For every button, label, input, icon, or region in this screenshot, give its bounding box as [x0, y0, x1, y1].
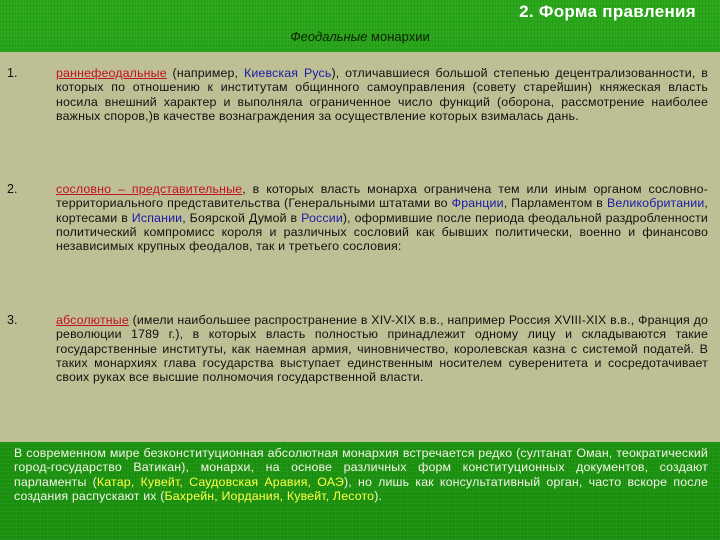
item-text [56, 313, 708, 384]
text-run: , кортесами в [56, 196, 709, 225]
subtitle-part-2: монархии [367, 29, 430, 44]
highlight-run: России [301, 210, 343, 225]
text-run: , в которых власть монарха ограничена тем или иным органом сословно-территориального представительства (Генеральными штатами во [56, 182, 708, 211]
item-text [56, 182, 708, 253]
text-run: ), отличавшиеся большой степенью децентрализованности, в которых по отношению к институтам общинного самоуправления (совету старейшин) княжеская власть носила внешний характер и выполняла ограниченное число функций (оборона, рассмотрение наиболее важных споров,)в качестве вознаграждения за осуществление которых взималась дань. [56, 66, 709, 123]
text-run: ), но лишь как консультативный орган, часто вскоре после создания распускают их ( [14, 474, 709, 503]
text-run: В современном мире безконституционная абсолютная монархия встречается редко (султанат Оман, теократический город-государство Ватикан), монархи, на основе различных форм конституционных документов, создают парламенты ( [14, 446, 708, 489]
item-number: 2. [7, 182, 18, 196]
slide-subtitle [0, 29, 720, 44]
item-number: 1. [7, 66, 18, 80]
text-run: , Боярской Думой в [182, 210, 302, 225]
text-run: ), оформившие после периода феодальной раздробленности политический компромисс короля и различных сословий как бывших политически, военно и финансово независимых крупных феодалов, так и третьего сословия: [56, 210, 708, 254]
highlight-run: Киевская Русь [243, 66, 332, 80]
item-term: абсолютные [56, 313, 129, 327]
highlight-run: Великобритании [606, 196, 705, 211]
highlight-run: Франции [451, 196, 504, 211]
slide-title: 2. Форма правления [519, 2, 696, 21]
footer-paragraph [14, 446, 708, 503]
content-box [0, 52, 720, 442]
text-run: , Парламентом в [503, 196, 607, 211]
text-run: (имели наибольшее распространение в XIV-XIX в.в., например Россия XVIII-XIX в.в., Франция до революции 1789 г.), в которых власть полностью принадлежит одному лицу и складываются такие государственные институты, как наемная армия, чиновничество, королевская казна с системой податей. В таких монархиях глава государства выступает единственным носителем суверенитета и сосредотачивает своих руках все высшие полномочия государственной власти. [56, 313, 708, 385]
text-run: ). [374, 488, 383, 503]
highlight-run: Бахрейн, Иордания, Кувейт, Лесото [164, 488, 375, 503]
subtitle-part-1: Феодальные [290, 29, 368, 44]
highlight-run: Катар, Кувейт, Саудовская Аравия, ОАЭ [96, 474, 344, 489]
item-term: сословно – представительные [56, 182, 243, 196]
item-text [56, 66, 708, 123]
item-number: 3. [7, 313, 18, 327]
text-run: (например, [166, 66, 244, 80]
item-term: раннефеодальные [56, 66, 167, 80]
highlight-run: Испании [131, 210, 183, 225]
